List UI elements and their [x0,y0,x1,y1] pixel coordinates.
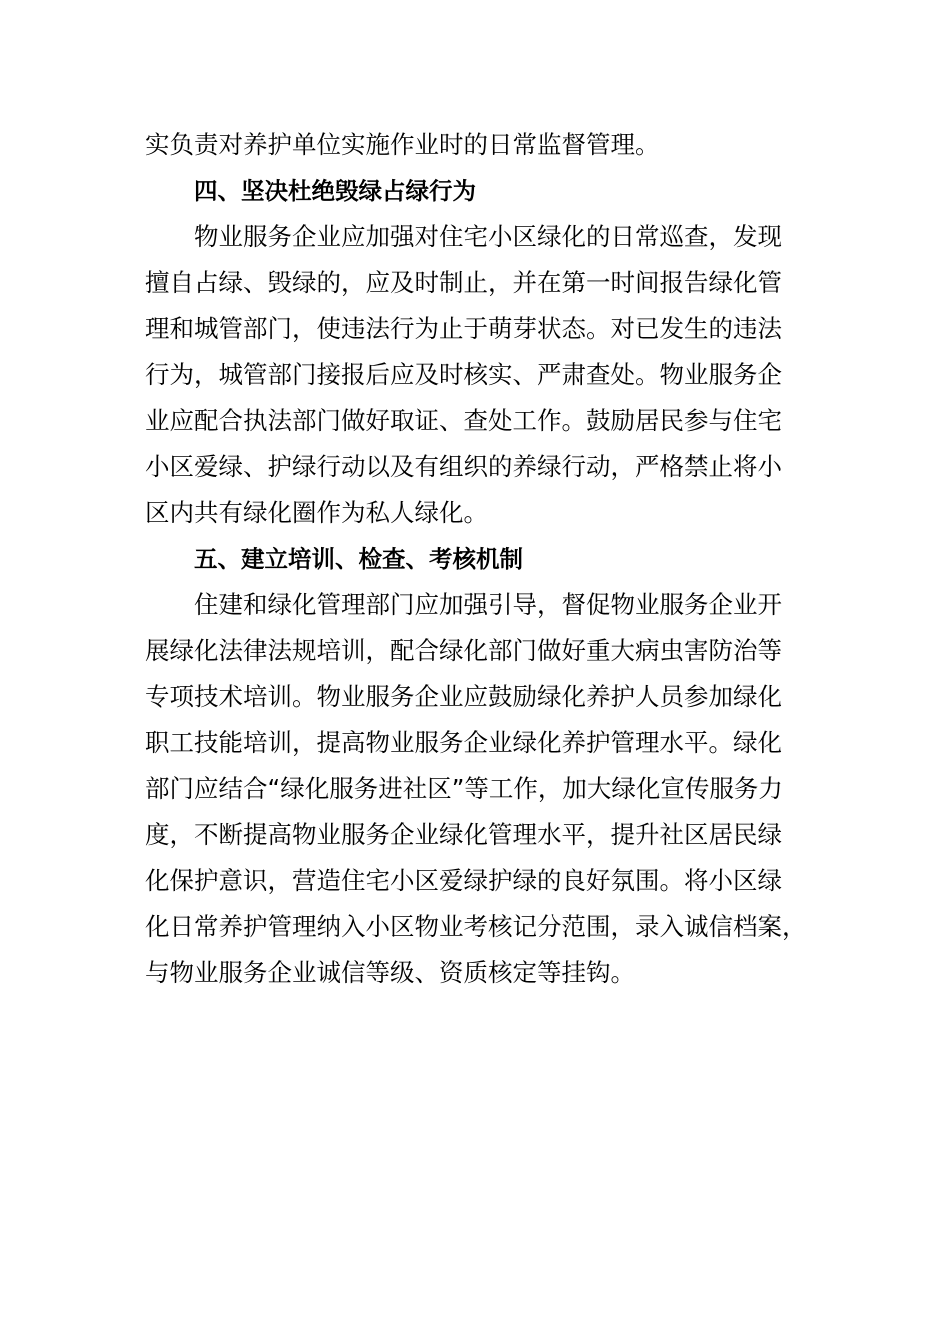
paragraph-line: 行为，城管部门接报后应及时核实、严肃查处。物业服务企 [145,360,782,389]
paragraph-line: 实负责对养护单位实施作业时的日常监督管理。 [145,130,660,159]
document-body [145,122,835,996]
section-heading-four: 四、坚决杜绝毁绿占绿行为 [194,177,476,205]
paragraph-line: 专项技术培训。物业服务企业应鼓励绿化养护人员参加绿化 [145,682,782,711]
section-heading-five: 五、建立培训、检查、考核机制 [194,545,523,573]
paragraph-line: 度，不断提高物业服务企业绿化管理水平，提升社区居民绿 [145,820,782,849]
paragraph-line: 化日常养护管理纳入小区物业考核记分范围，录入诚信档案， [145,912,807,941]
paragraph-line: 化保护意识，营造住宅小区爱绿护绿的良好氛围。将小区绿 [145,866,782,895]
paragraph-line: 小区爱绿、护绿行动以及有组织的养绿行动，严格禁止将小 [145,452,782,481]
paragraph-line: 展绿化法律法规培训，配合绿化部门做好重大病虫害防治等 [145,636,782,665]
paragraph-line: 理和城管部门，使违法行为止于萌芽状态。对已发生的违法 [145,314,782,343]
paragraph-line: 职工技能培训，提高物业服务企业绿化养护管理水平。绿化 [145,728,782,757]
paragraph-line: 擅自占绿、毁绿的，应及时制止，并在第一时间报告绿化管 [145,268,782,297]
paragraph-line: 住建和绿化管理部门应加强引导，督促物业服务企业开 [194,590,782,619]
paragraph-line: 与物业服务企业诚信等级、资质核定等挂钩。 [145,958,635,987]
paragraph-line: 区内共有绿化圈作为私人绿化。 [145,498,488,527]
paragraph-line: 物业服务企业应加强对住宅小区绿化的日常巡查，发现 [194,222,782,251]
paragraph-line: 部门应结合“绿化服务进社区”等工作，加大绿化宣传服务力 [145,774,783,803]
paragraph-line: 业应配合执法部门做好取证、查处工作。鼓励居民参与住宅 [145,406,782,435]
